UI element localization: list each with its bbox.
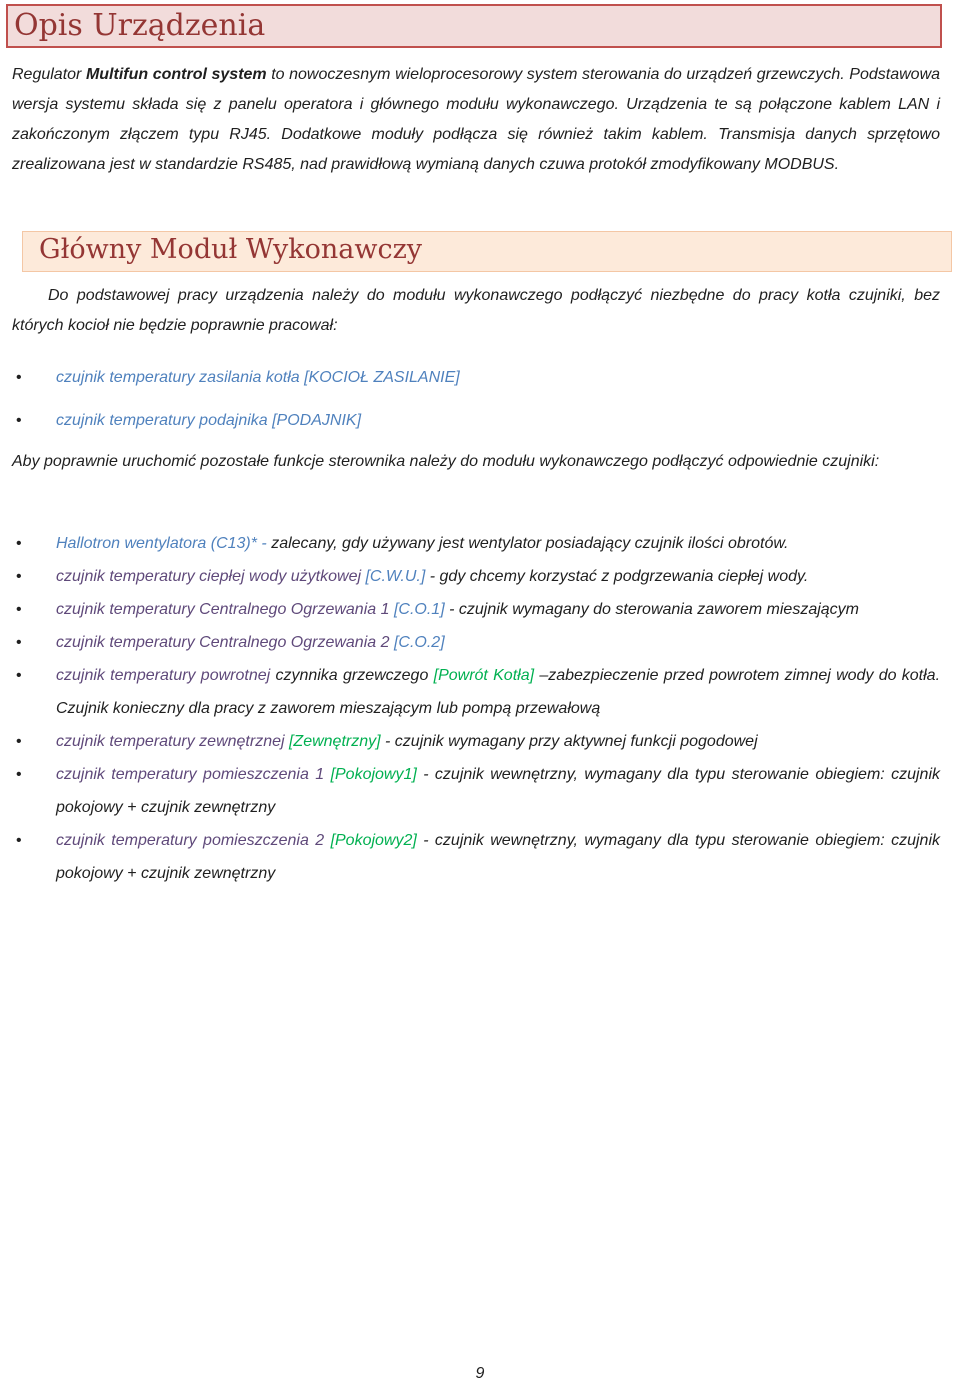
sensor-tag: [C.O.2] — [393, 634, 445, 651]
section-heading: Główny Moduł Wykonawczy — [39, 234, 423, 265]
bullet-icon: • — [16, 634, 22, 651]
sensor-name: czujnik temperatury zewnętrznej — [56, 733, 289, 750]
product-name: Multifun control system — [85, 66, 267, 83]
sensor-description: - czujnik wymagany do sterowania zaworem mieszającym — [444, 601, 860, 618]
sensor-tag: [Powrót Kotła] — [433, 667, 535, 684]
intro-paragraph — [12, 60, 940, 180]
sensor-description: - gdy chcemy korzystać z podgrzewania ciepłej wody. — [425, 568, 809, 585]
sensor-name: czujnik temperatury pomieszczenia 2 — [56, 832, 331, 849]
sensor-tag: [PODAJNIK] — [272, 412, 362, 429]
sensor-name: czujnik temperatury powrotnej — [56, 667, 276, 684]
optional-sensors-list — [0, 527, 940, 890]
bullet-icon: • — [16, 766, 22, 783]
list-item — [0, 560, 940, 593]
sensor-description: –zabezpieczenie przed powrotem zimnej wody do kotła. Czujnik konieczny dla pracy z zaworem mieszającym lub pompą przewałową — [56, 667, 941, 717]
section-heading-box — [22, 231, 952, 272]
list-item — [0, 626, 940, 659]
bullet-icon: • — [16, 535, 22, 552]
list-item — [0, 527, 940, 560]
page-title-box — [6, 4, 942, 48]
sensor-name: czujnik temperatury podajnika — [56, 412, 273, 429]
list-item — [0, 824, 940, 890]
sensor-description: zalecany, gdy używany jest wentylator posiadający czujnik ilości obrotów. — [271, 535, 789, 552]
sensor-tag: [KOCIOŁ ZASILANIE] — [304, 369, 460, 386]
bullet-icon: • — [16, 733, 22, 750]
sensor-name: Hallotron wentylatora (C13)* - — [56, 535, 272, 552]
list-item — [0, 725, 940, 758]
optional-sensors-intro: Aby poprawnie uruchomić pozostałe funkcje sterownika należy do modułu wykonawczego podłączyć odpowiednie czujniki: — [12, 453, 880, 470]
sensor-tag: [C.O.1] — [393, 601, 445, 618]
sensor-tag: [Zewnętrzny] — [288, 733, 381, 750]
intro-text-rest: to nowoczesnym wieloprocesorowy system sterowania do urządzeń grzewczych. Podstawowa wersja systemu składa się z panelu operatora i głównego modułu wykonawczego. Urządzenia te są połączone kablem LAN i zakończonym złączem typu RJ45. Dodatkowe moduły podłącza się również takim kablem. Transmisja danych sprzętowo zrealizowana jest w standardzie RS485, nad prawidłową wymianą danych czuwa protokół zmodyfikowany MODBUS. — [12, 66, 941, 173]
list-item — [0, 758, 940, 824]
sensor-tag: [C.W.U.] — [365, 568, 426, 585]
list-item — [0, 593, 940, 626]
sensor-description: - czujnik wewnętrzny, wymagany dla typu sterowanie obiegiem: czujnik pokojowy + czujnik zewnętrzny — [56, 832, 941, 882]
sensor-tag: [Pokojowy2] — [330, 832, 417, 849]
bullet-icon: • — [16, 568, 22, 585]
sensor-qualifier: czynnika grzewczego — [275, 667, 434, 684]
sensor-description: - czujnik wymagany przy aktywnej funkcji pogodowej — [380, 733, 758, 750]
sensor-name: czujnik temperatury pomieszczenia 1 — [56, 766, 331, 783]
list-item — [0, 659, 940, 725]
bullet-icon: • — [16, 369, 22, 386]
required-sensors-list — [0, 361, 940, 437]
bullet-icon: • — [16, 667, 22, 684]
sensor-description: - czujnik wewnętrzny, wymagany dla typu sterowanie obiegiem: czujnik pokojowy + czujnik zewnętrzny — [56, 766, 941, 816]
page-title: Opis Urządzenia — [14, 8, 266, 43]
page-number: 9 — [475, 1365, 485, 1382]
section-intro-paragraph: Do podstawowej pracy urządzenia należy do modułu wykonawczego podłączyć niezbędne do pracy kotła czujniki, bez których kocioł nie będzie poprawnie pracował: — [12, 287, 940, 334]
sensor-tag: [Pokojowy1] — [330, 766, 417, 783]
sensor-name: czujnik temperatury zasilania kotła — [56, 369, 305, 386]
bullet-icon: • — [16, 832, 22, 849]
bullet-icon: • — [16, 601, 22, 618]
sensor-name: czujnik temperatury Centralnego Ogrzewania 2 — [56, 634, 394, 651]
list-item — [0, 404, 940, 437]
list-item — [0, 361, 940, 394]
sensor-name: czujnik temperatury ciepłej wody użytkowej — [56, 568, 366, 585]
bullet-icon: • — [16, 412, 22, 429]
sensor-name: czujnik temperatury Centralnego Ogrzewania 1 — [56, 601, 394, 618]
intro-text-start: Regulator — [12, 66, 86, 83]
